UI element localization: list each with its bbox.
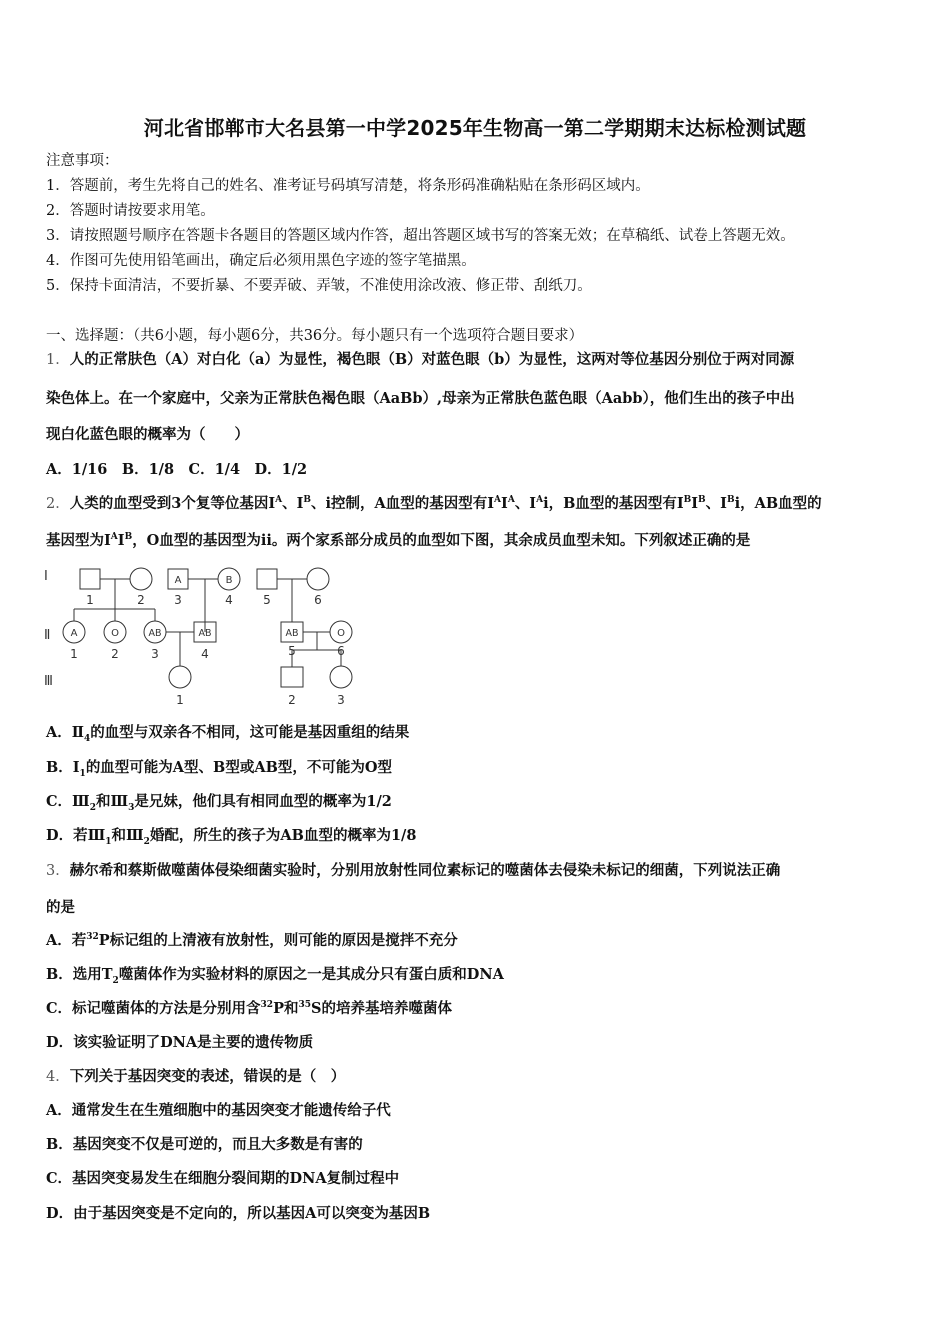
q4-number: 4．: [46, 1069, 70, 1085]
q3-number: 3．: [46, 863, 70, 879]
q2-line-2: 基因型为$I^AI^B$，O血型的基因型为ii。两个家系部分成员的血型如下图，其余成员血型未知。下列叙述正确的是: [46, 532, 751, 549]
svg-text:6: 6: [314, 593, 322, 607]
q1-line-1: 1．人的正常肤色（A）对白化（a）为显性，褐色眼（B）对蓝色眼（b）为显性，这两对等位基因分别位于两对同源: [46, 351, 795, 368]
svg-text:4: 4: [201, 647, 209, 661]
svg-text:1: 1: [70, 647, 78, 661]
q3-option-b: B．选用$T_2$噬菌体作为实验材料的原因之一是其成分只有蛋白质和DNA: [46, 966, 504, 986]
section-heading: 一、选择题：（共6小题，每小题6分，共36分。每小题只有一个选项符合题目要求）: [46, 328, 584, 344]
notice-item-3: 3．请按照题号顺序在答题卡各题目的答题区域内作答，超出答题区域书写的答案无效；在草稿纸、试卷上答题无效。: [46, 228, 795, 244]
svg-text:2: 2: [137, 593, 145, 607]
page-title: 河北省邯郸市大名县第一中学2025年生物高一第二学期期末达标检测试题: [143, 116, 807, 140]
q4-option-d: D．由于基因突变是不定向的，所以基因A可以突变为基因B: [46, 1205, 431, 1222]
svg-text:2: 2: [288, 693, 296, 707]
svg-text:6: 6: [337, 644, 345, 658]
svg-text:3: 3: [337, 693, 345, 707]
q4-option-a: A．通常发生在生殖细胞中的基因突变才能遗传给子代: [46, 1102, 391, 1119]
q2-option-c: C．$Ⅲ_2$和$Ⅲ_3$是兄妹，他们具有相同血型的概率为1/2: [46, 793, 392, 813]
notice-item-1: 1．答题前，考生先将自己的姓名、准考证号码填写清楚，将条形码准确粘贴在条形码区域内。: [46, 178, 650, 194]
family1-gen1-male-1: [80, 569, 100, 589]
svg-text:AB: AB: [148, 628, 162, 639]
q2-option-a: A．$Ⅱ_4$的血型与双亲各不相同，这可能是基因重组的结果: [46, 724, 410, 744]
svg-text:1: 1: [86, 593, 94, 607]
q2-option-d: D．若$Ⅲ_1$和$Ⅲ_2$婚配，所生的孩子为AB血型的概率为1/8: [46, 827, 417, 847]
notice-item-4: 4．作图可先使用铅笔画出，确定后必须用黑色字迹的签字笔描黑。: [46, 253, 476, 269]
family2-gen1-male-5: [257, 569, 277, 589]
svg-text:5: 5: [263, 593, 271, 607]
q1-line-3: 现白化蓝色眼的概率为（ ）: [46, 426, 249, 443]
gen-label-2: Ⅱ: [44, 628, 51, 643]
family1-gen3-female-1: [169, 666, 191, 688]
q3-option-c: C．标记噬菌体的方法是分别用含$^{32}$P和$^{35}$S的培养基培养噬菌体: [46, 1000, 452, 1017]
notice-heading: 注意事项：: [46, 153, 119, 169]
q1-line-2: 染色体上。在一个家庭中，父亲为正常肤色褐色眼（AaBb）,母亲为正常肤色蓝色眼（Aabb），他们生出的孩子中出: [46, 390, 795, 407]
svg-text:3: 3: [174, 593, 182, 607]
svg-text:4: 4: [225, 593, 233, 607]
pedigree-diagram: [40, 562, 370, 712]
q4-option-c: C．基因突变易发生在细胞分裂间期的DNA复制过程中: [46, 1170, 400, 1187]
q2-line-1: 2．人类的血型受到3个复等位基因$I^A$、$I^B$、i控制，A血型的基因型有$I^AI^A$、$I^Ai$，B血型的基因型有$I^BI^B$、$I^Bi$，AB血型的: [46, 495, 822, 512]
q2-option-b: B．$I_1$的血型可能为A型、B型或AB型，不可能为O型: [46, 759, 392, 779]
q4-option-b: B．基因突变不仅是可逆的，而且大多数是有害的: [46, 1136, 363, 1153]
q1-options: A．1/16 B．1/8 C．1/4 D．1/2: [46, 461, 308, 478]
q3-option-d: D．该实验证明了DNA是主要的遗传物质: [46, 1034, 314, 1051]
family2-gen3-female-3: [330, 666, 352, 688]
svg-text:A: A: [174, 575, 182, 586]
svg-text:O: O: [111, 628, 119, 639]
svg-text:AB: AB: [198, 628, 212, 639]
svg-text:1: 1: [176, 693, 184, 707]
svg-text:A: A: [70, 628, 78, 639]
svg-text:5: 5: [288, 644, 296, 658]
q3-option-a: A．若$^{32}$P标记组的上清液有放射性，则可能的原因是搅拌不充分: [46, 932, 458, 949]
q3-line-1: 3．赫尔希和蔡斯做噬菌体侵染细菌实验时，分别用放射性同位素标记的噬菌体去侵染未标记的细菌，下列说法正确: [46, 862, 781, 879]
gen-label-1: Ⅰ: [44, 569, 48, 584]
family2-gen3-male-2: [281, 667, 303, 687]
svg-text:3: 3: [151, 647, 159, 661]
family2-gen1-female-6: [307, 568, 329, 590]
q1-number: 1．: [46, 352, 70, 368]
gen-label-3: Ⅲ: [44, 674, 53, 689]
q4-stem: 4．下列关于基因突变的表述，错误的是（ ）: [46, 1068, 346, 1085]
notice-item-2: 2．答题时请按要求用笔。: [46, 203, 215, 219]
family1-gen1-female-2: [130, 568, 152, 590]
svg-text:O: O: [337, 628, 345, 639]
q2-number: 2．: [46, 496, 70, 512]
svg-text:2: 2: [111, 647, 119, 661]
svg-text:AB: AB: [285, 628, 299, 639]
svg-text:B: B: [225, 575, 233, 586]
q3-line-2: 的是: [46, 899, 75, 916]
notice-item-5: 5．保持卡面清洁，不要折暴、不要弄破、弄皱，不准使用涂改液、修正带、刮纸刀。: [46, 278, 592, 294]
